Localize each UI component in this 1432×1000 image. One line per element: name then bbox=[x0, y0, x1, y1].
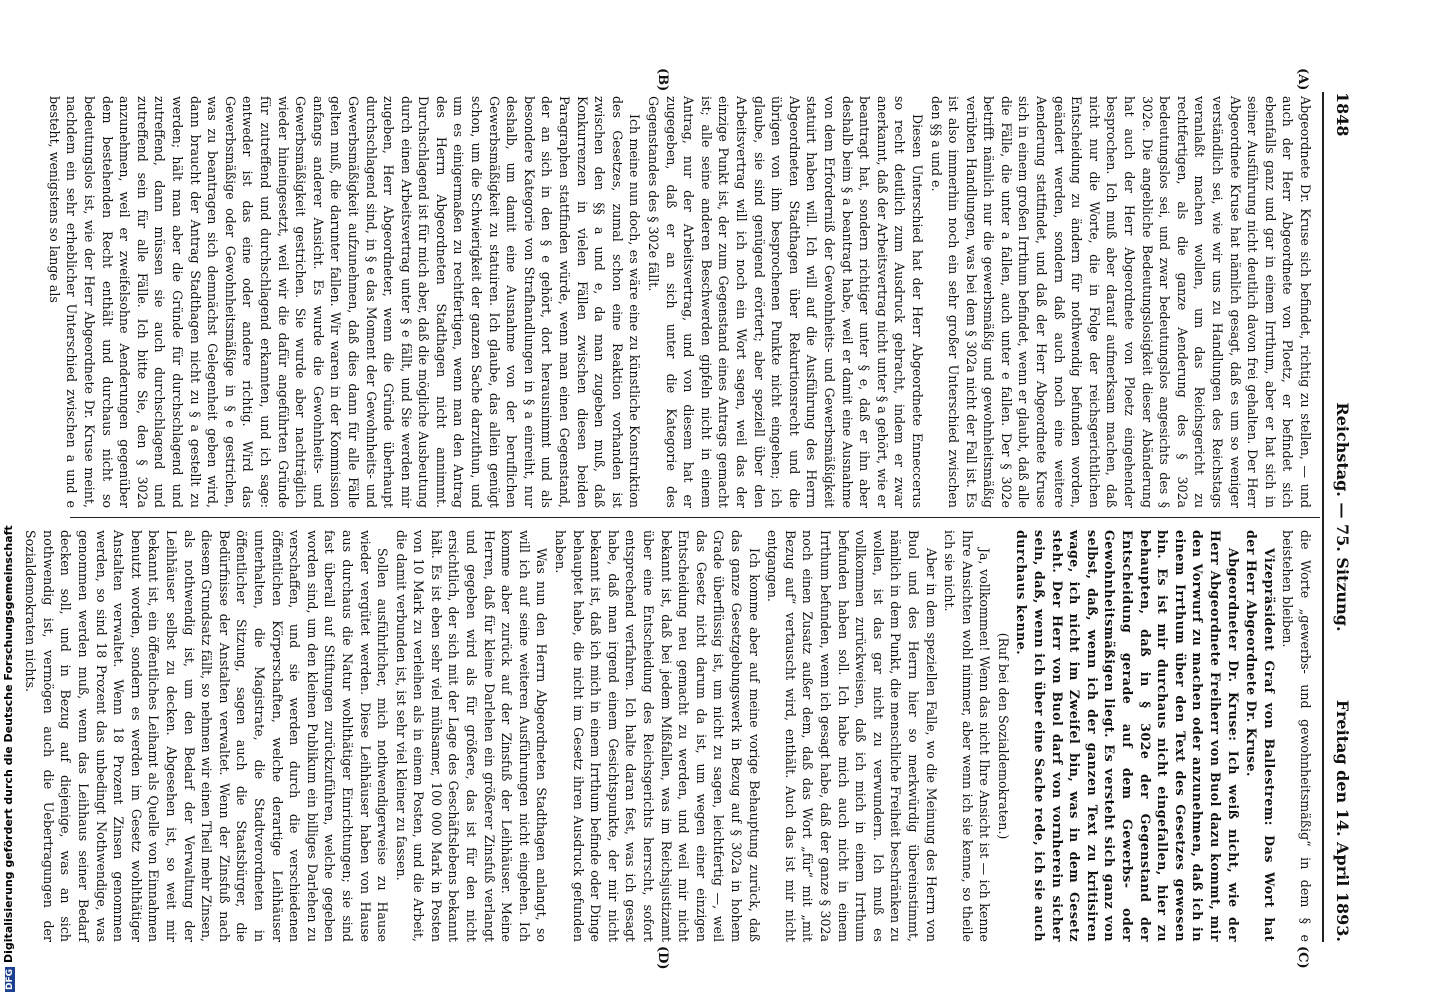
rotated-page bbox=[23, 30, 1386, 970]
interjection: (Ruf bei den Sozialdemokraten.) bbox=[995, 632, 1011, 840]
paragraph: Aber in dem speziellen Falle, wo die Meinung des Herrn von Buol und des Herrn hier so merkwürdig übereinstimmt, nämlich in dem Punkt, die menschliche Freiheit beschränken zu wollen, ist das gar nicht zu verwundern. Ich muß es vollkommen zurückweisen, daß ich mich in einem Irrthum befunden haben soll. Ich habe mich auch nicht in einem Irrthum befunden, wenn ich gesagt habe, daß der ganze § 302a noch einen Zusatz außer dem, daß das Wort „für“ mit „mit Bezug auf“ vertauscht wird, enthält. Auch das ist mir nicht entgangen. bbox=[765, 530, 939, 942]
paragraph: Ich meine nun doch, es wäre eine zu künstliche Konstruktion des Gesetzes, zumal schon eine Reaktion vorhanden ist zwischen den §§ a und e, da man zugeben muß, daß Konkurrenzen in vielen Fällen zwischen diesen beiden Paragraphen stattfinden würde, wenn man einen Gegenstand, der an sich in den § e gehört, dort herausnimmt und als besondere Kategorie von Strafhandlungen in § a einreiht, nur deshalb, um damit eine Ausnahme von der beruflichen Gewerbsmäßigkeit zu statuiren. Ich glaube, das allein genügt schon, um die Schwierigkeit der ganzen Sache darzuthun, und um es einigermaßen zu rechtfertigen, wenn man den Antrag des Herrn Abgeordneten Stadthagen nicht annimmt. Durchschlagend ist für mich aber, daß die mögliche Ausbeutung durch einen Arbeitsvertrag unter § e fällt, und Sie werden mir zugeben, Herr Abgeordneter, wenn die Gründe überhaupt durchschlagend sind, in § e das Moment der Gewohnheits- und Gewerbsmäßigkeit aufzunehmen, daß dies dann für alle Fälle gelten muß, die darunter fallen. Wir waren in der Kommission anfangs anderer Ansicht. Es wurde die Gewohnheits- und Gewerbsmäßigkeit gestrichen. Sie wurde aber nachträglich wieder hineingesetzt, weil wir die dafür angeführten Gründe für zutreffend und durchschlagend erkannten, und ich sage: entweder ist das eine oder andere richtig. Wird das Gewerbsmäßige oder Gewohnheitsmäßige in § e gestrichen, was zu beantragen sich demnächst Gelegenheit geben wird, dann braucht der Antrag Stadthagen nicht zu § a gestellt zu werden; hält man aber die Gründe für durchschlagend und zutreffend, dann müssen sie auch durchschlagend und zutreffend sein für alle Fälle. Ich bitte Sie, den § 302a anzunehmen, weil er zweifelsohne Aenderungen gegenüber dem bestehenden Recht enthält und durchaus nicht so bedeutungslos ist, wie der Herr Abgeordnete Dr. Kruse meint, nachdem ein sehr erheblicher Unterschied zwischen a und e besteht, wenigstens so lange als bbox=[46, 96, 643, 508]
running-title: Reichstag. — 75. Sitzung. bbox=[1333, 402, 1352, 632]
header-rule bbox=[1322, 92, 1324, 942]
paragraph: Sollen ausführlicher, mich nothwendigerweise zu Hause wieder vergütet werden. Diese Leihhäuser haben von Hause aus durchaus die Natur wohlthätiger Einrichtungen; sie sind fast überall auf Stiftungen zurückzuführen, welche gegeben worden sind, um den kleinen Publikum ein billiges Darlehen zu verschaffen, und sie werden durch die verschiedenen öffentlichen Körperschaften, welche derartige Leihhäuser unterhalten, die Magistrate, die Stadtverordneten in öffentlicher Sitzung, sagen auch die Staatsbürger, die Bedürfnisse der Anstalten verwaltet. Wenn der Zinsfuß nach diesem Grundsatz fällt, so nehmen wir einen Theil mehr Zinsen, als nothwendig ist, um den Bedarf der Verwaltung der Leihhäuser selbst zu decken. Abgesehen ist, so weit mir bekannt ist, ein öffentliches Leihamt als Quelle von Einnahmen benutzt worden, sondern es werden im Gesetz wohlthätiger Anstalten verwaltet. Wenn 18 Prozent Zinsen genommen werden, so sind 18 Prozent das unbedingt Nothwendige, was genommen werden muß, wenn das Leihhaus seiner Bedarf decken soll, und in Bezug auf diejenige, was an sich nothwendig ist, vermögen auch die Uebertragungen der Sozialdemokraten nichts. bbox=[23, 530, 391, 942]
digitization-footer bbox=[0, 0, 20, 992]
paragraph: Ich komme aber auf meine vorige Behauptung zurück, daß das ganze Gesetzgebungswerk in Bezug auf § 302a in hohem Grade überflüssig ist, um nicht zu sagen, leichtfertig —, weil das Gesetz nicht darum da ist, um wegen einer einzigen Entscheidung neu gemacht zu werden, und weil mir nicht bekannt ist, daß bei jedem Mißfallen, was im Reichsjustizamt über eine Entscheidung des Reichsgerichts herrscht, sofort entsprechend verfahren. Ich halte daran fest, was ich gesagt habe, daß man irgend einem Gesichtspunkte, der mir nicht bekannt ist, daß ich mich in einem Irrthum befinde oder Dinge behauptet habe, die nicht im Gesetz ihren Ausdruck gefunden haben. bbox=[553, 530, 762, 942]
column-divider bbox=[70, 517, 1320, 518]
speaker-paragraph: Vizepräsident Graf von Ballestrem: Das Wort hat der Herr Abgeordnete Dr. Kruse. bbox=[1244, 530, 1277, 942]
left-column bbox=[46, 96, 1314, 508]
page-header bbox=[1326, 92, 1352, 942]
paragraph: Diesen Unterschied hat der Herr Abgeordnete Enneccerus so recht deutlich zum Ausdruck gebracht, indem er zwar anerkannt, daß der Arbeitsvertrag nicht unter § a gehört, wie er beantragt hat, sondern richtiger unter § e, daß er ihn aber deshalb beim § a beantragt habe, weil er damit eine Ausnahme von dem Erforderniß der Gewohnheits- und Gewerbsmäßigkeit statuirt haben will. Ich will auf die Ausführung des Herrn Abgeordneten Stadthagen über Rekurtionsrecht und die übrigen von ihm besprochenen Punkte nicht eingehen; ich glaube, sie sind genügend erörtert; aber speziell über den Arbeitsvertrag will ich noch ein Wort sagen, weil das der einzige Punkt ist, der zum Gegenstand eines Antrags gemacht ist; alle seine anderen Beschwerden gipfeln nicht in einem Antrag, nur der Arbeitsvertrag, und von diesem hat er zugegeben, daß er an sich unter die Kategorie des Gegenstandes des § 302e fällt. bbox=[646, 96, 925, 508]
paragraph: Abgeordnete Dr. Kruse sich befindet, richtig zu stellen, — und auch der Herr Abgeordnete von Ploetz, er befindet sich ebenfalls ganz und gar in einem Irrthum, aber er hat sich in seiner Ausführung nicht deutlich davon frei gehalten. Der Herr Abgeordnete Kruse hat nämlich gesagt, daß es um so weniger verständlich sei, wie wir uns zu Handlungen des Reichstags veranlaßt machen wollen, um das Reichsgericht zu rechtfertigen, als die ganze Aenderung des § 302a bedeutungslos sei, und zwar bedeutungslos angesichts des § 302e. Die angebliche Bedeutungslosigkeit dieser Abänderung hat auch der Herr Abgeordnete von Ploetz eingehender besprochen. Ich muß aber darauf aufmerksam machen, daß nicht nur die Worte, die in Folge der reichsgerichtlichen Entscheidung zu ändern für nothwendig befunden worden, geändert werden, sondern daß auch noch eine weitere Aenderung stattfindet, und daß der Herr Abgeordnete Kruse sich in einem großen Irrthum befindet, wenn er glaubt, daß alle die Fälle, die unter a fallen, auch unter e fallen. Der § 302e betrifft nämlich nur die gewerbsmäßig und gewohnheitsmäßig verübten Handlungen, was bei dem § 302a nicht der Fall ist. Es ist also immerhin noch ein sehr großer Unterschied zwischen den §§ a und e. bbox=[928, 96, 1313, 508]
margin-letter-b: (B) bbox=[655, 68, 670, 92]
session-date: Freitag den 14. April 1893. bbox=[1333, 699, 1352, 942]
paragraph: Was nun den Herrn Abgeordneten Stadthagen anlangt, so will ich auf seine weiteren Ausführungen nicht eingehen. Ich komme aber zurück auf der Zinsfuß der Leihhäuser. Meine Herren, daß für kleine Darlehen ein größerer Zinsfuß verlangt und gegeben wird als für größere, das ist für den nicht ersichtlich, der sich mit der Lage des Geschäftslebens bekannt hält. Es ist eben sehr viel mühsamer, 100 000 Mark in Posten von 10 Mark zu verleihen als in einem Posten, und die Arbeit, die damit verbunden ist, ist sehr viel kleiner zu fassen. bbox=[393, 530, 550, 942]
margin-letter-c: (C) bbox=[1295, 946, 1310, 969]
margin-letter-a: (A) bbox=[1295, 68, 1310, 91]
margin-letter-d: (D) bbox=[655, 946, 670, 970]
dfg-logo: DFG bbox=[5, 968, 15, 990]
page-number: 1848 bbox=[1333, 92, 1352, 137]
paragraph: die Worte „gewerbs- und gewohnheitsmäßig“ in dem § e beistehen bleiben. bbox=[1280, 530, 1313, 942]
right-column bbox=[23, 530, 1314, 942]
paragraph: Ja, vollkommen! Wenn das nicht Ihre Ansicht ist — ich kenne Ihre Ansichten wohl nimmer, aber wenn ich sie kenne, so theile ich sie nicht. bbox=[942, 530, 993, 942]
funding-note: Digitalisierung gefördert durch die Deutsche Forschungsgemeinschaft bbox=[2, 525, 15, 963]
speaker-paragraph: Abgeordneter Dr. Kruse: Ich weiß nicht, wie der Herr Abgeordnete Freiherr von Buol dazu kommt, mir den Vorwurf zu machen oder anzunehmen, daß ich in einem Irrthum über den Text des Gesetzes gewesen bin. Es ist mir durchaus nicht eingefallen, hier zu behaupten, daß in § 302e der Gegenstand der Entscheidung gerade auf dem Gewerbs- oder Gewohnheitsmäßigen liegt. Es versteht sich ganz von selbst, daß, wenn ich der ganzen Text zu kritisiren wage, ich nicht im Zweifel bin, was in dem Gesetz steht. Der Herr von Buol darf von vornherein sicher sein, daß, wenn ich über eine Sache rede, ich sie auch durchaus kenne. bbox=[1014, 530, 1241, 942]
